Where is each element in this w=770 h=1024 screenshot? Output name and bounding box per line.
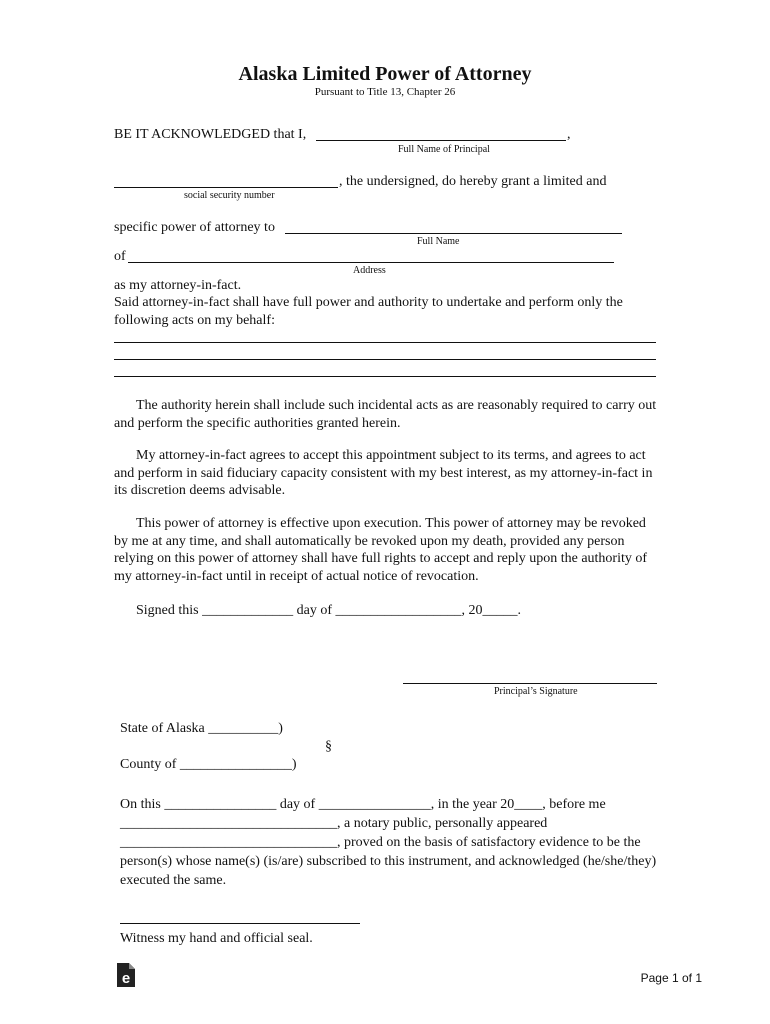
notary-line-3: _______________________________, proved on the basis of satisfactory evidence to be the [120, 835, 641, 850]
document-subtitle: Pursuant to Title 13, Chapter 26 [314, 86, 456, 98]
county-line: County of ________________) [120, 757, 297, 772]
attorney-to-text: specific power of attorney to [114, 220, 275, 235]
logo-letter: e [121, 970, 131, 987]
notary-line-5: executed the same. [120, 873, 227, 888]
notary-line-1: On this ________________ day of ________________, in the year 20____, before me [120, 797, 606, 812]
acknowledgment-comma: , [567, 127, 571, 142]
section-symbol: § [325, 739, 332, 754]
paragraph-effective: This power of attorney is effective upon execution. This power of attorney may be revoked by me at any time, and shall automatically be revoked upon my death, provided any person relying on this power of attorney shall have full rights to accept and reply upon the authority of my attorney-in-fact until in receipt of actual notice of revocation. [114, 516, 648, 584]
acts-line-1[interactable] [114, 342, 656, 343]
attorney-name-field[interactable] [285, 233, 622, 234]
signed-this-line: Signed this _____________ day of __________________, 20_____. [136, 603, 521, 618]
notary-line-4: person(s) whose name(s) (is/are) subscribed to this instrument, and acknowledged (he/she/they) [120, 854, 657, 869]
address-caption: Address [353, 265, 386, 276]
principal-signature-field[interactable] [403, 683, 657, 684]
attorney-in-fact-line: as my attorney-in-fact. [114, 278, 242, 293]
eforms-logo-icon [116, 962, 136, 988]
document-title: Alaska Limited Power of Attorney [238, 63, 532, 85]
page-number: Page 1 of 1 [640, 971, 702, 985]
principal-signature-caption: Principal’s Signature [494, 686, 578, 697]
paragraph-incidental-acts: The authority herein shall include such incidental acts as are reasonably required to carry out and perform the specific authorities granted herein. [114, 398, 657, 431]
acts-line-2[interactable] [114, 359, 656, 360]
acts-intro: Said attorney-in-fact shall have full power and authority to undertake and perform only the following acts on my behalf: [114, 295, 623, 328]
notary-line-2: _______________________________, a notary public, personally appeared [120, 816, 548, 831]
paragraph-acceptance: My attorney-in-fact agrees to accept this appointment subject to its terms, and agrees to act and perform in said fiduciary capacity consistent with my best interest, as my attorney-in-fact in its discretion deems advisable. [114, 448, 653, 499]
witness-line: Witness my hand and official seal. [120, 931, 313, 946]
attorney-address-field[interactable] [128, 262, 614, 263]
attorney-name-caption: Full Name [417, 236, 460, 247]
ssn-caption: social security number [184, 190, 275, 201]
of-label: of [114, 249, 126, 264]
ssn-field[interactable] [114, 187, 338, 188]
state-line: State of Alaska __________) [120, 721, 283, 736]
acknowledgment-prefix: BE IT ACKNOWLEDGED that I, [114, 127, 307, 142]
notary-signature-field[interactable] [120, 923, 360, 924]
principal-name-caption: Full Name of Principal [398, 144, 490, 155]
grant-text: , the undersigned, do hereby grant a limited and [339, 174, 607, 189]
acts-line-3[interactable] [114, 376, 656, 377]
principal-name-field[interactable] [316, 140, 566, 141]
